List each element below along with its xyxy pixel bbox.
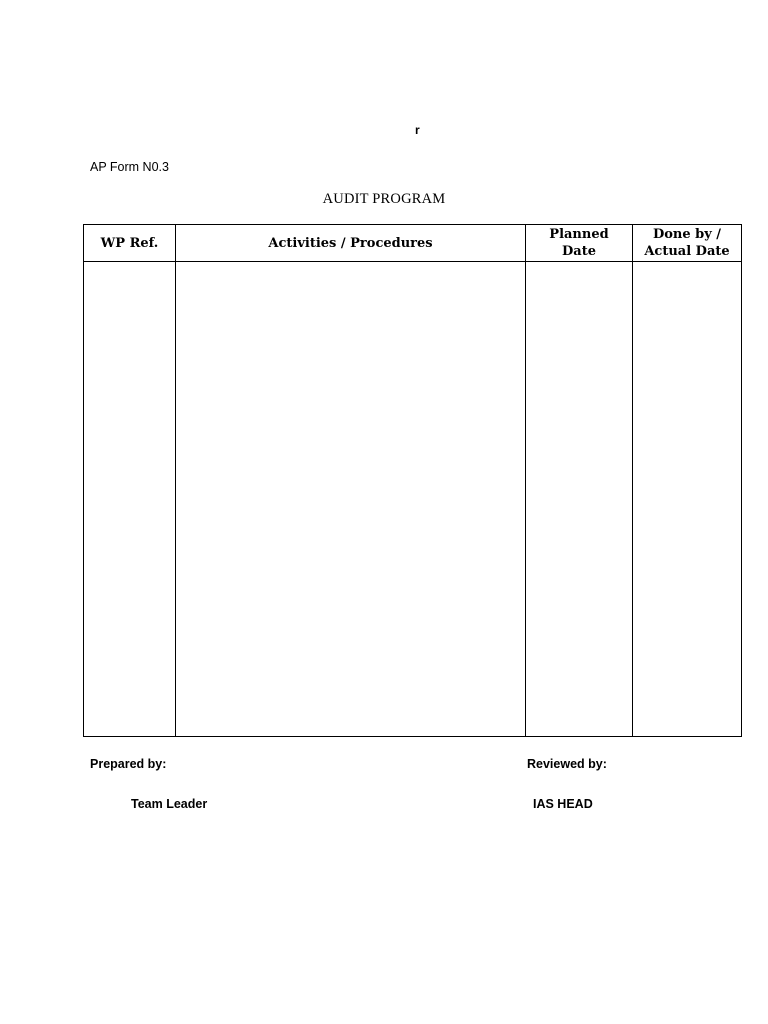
- column-header-wp-ref: [84, 225, 176, 262]
- audit-program-table: [83, 224, 742, 737]
- column-header-planned-date: [526, 225, 633, 262]
- table-header-row: [84, 225, 742, 262]
- stray-mark: r: [415, 123, 420, 137]
- column-header-label: Actual Date: [644, 244, 730, 259]
- column-header-label: Done by /: [652, 227, 722, 242]
- table-row: [84, 262, 742, 737]
- column-header-label: WP Ref.: [100, 235, 159, 251]
- done-by-actual-date-cell[interactable]: [633, 262, 742, 737]
- reviewed-by-role: IAS HEAD: [533, 797, 593, 811]
- column-header-label: Planned: [549, 227, 609, 242]
- planned-date-cell[interactable]: [526, 262, 633, 737]
- activities-procedures-cell[interactable]: [176, 262, 526, 737]
- column-header-label: Date: [562, 244, 596, 259]
- wp-ref-cell[interactable]: [84, 262, 176, 737]
- prepared-by-role: Team Leader: [131, 797, 208, 811]
- document-title: AUDIT PROGRAM: [322, 191, 446, 207]
- column-header-activities-procedures: [176, 225, 526, 262]
- column-header-done-by-actual-date: [633, 225, 742, 262]
- reviewed-by-label: Reviewed by:: [527, 757, 607, 771]
- form-number: AP Form N0.3: [90, 160, 169, 174]
- column-header-label: Activities / Procedures: [268, 235, 433, 251]
- prepared-by-label: Prepared by:: [90, 757, 167, 771]
